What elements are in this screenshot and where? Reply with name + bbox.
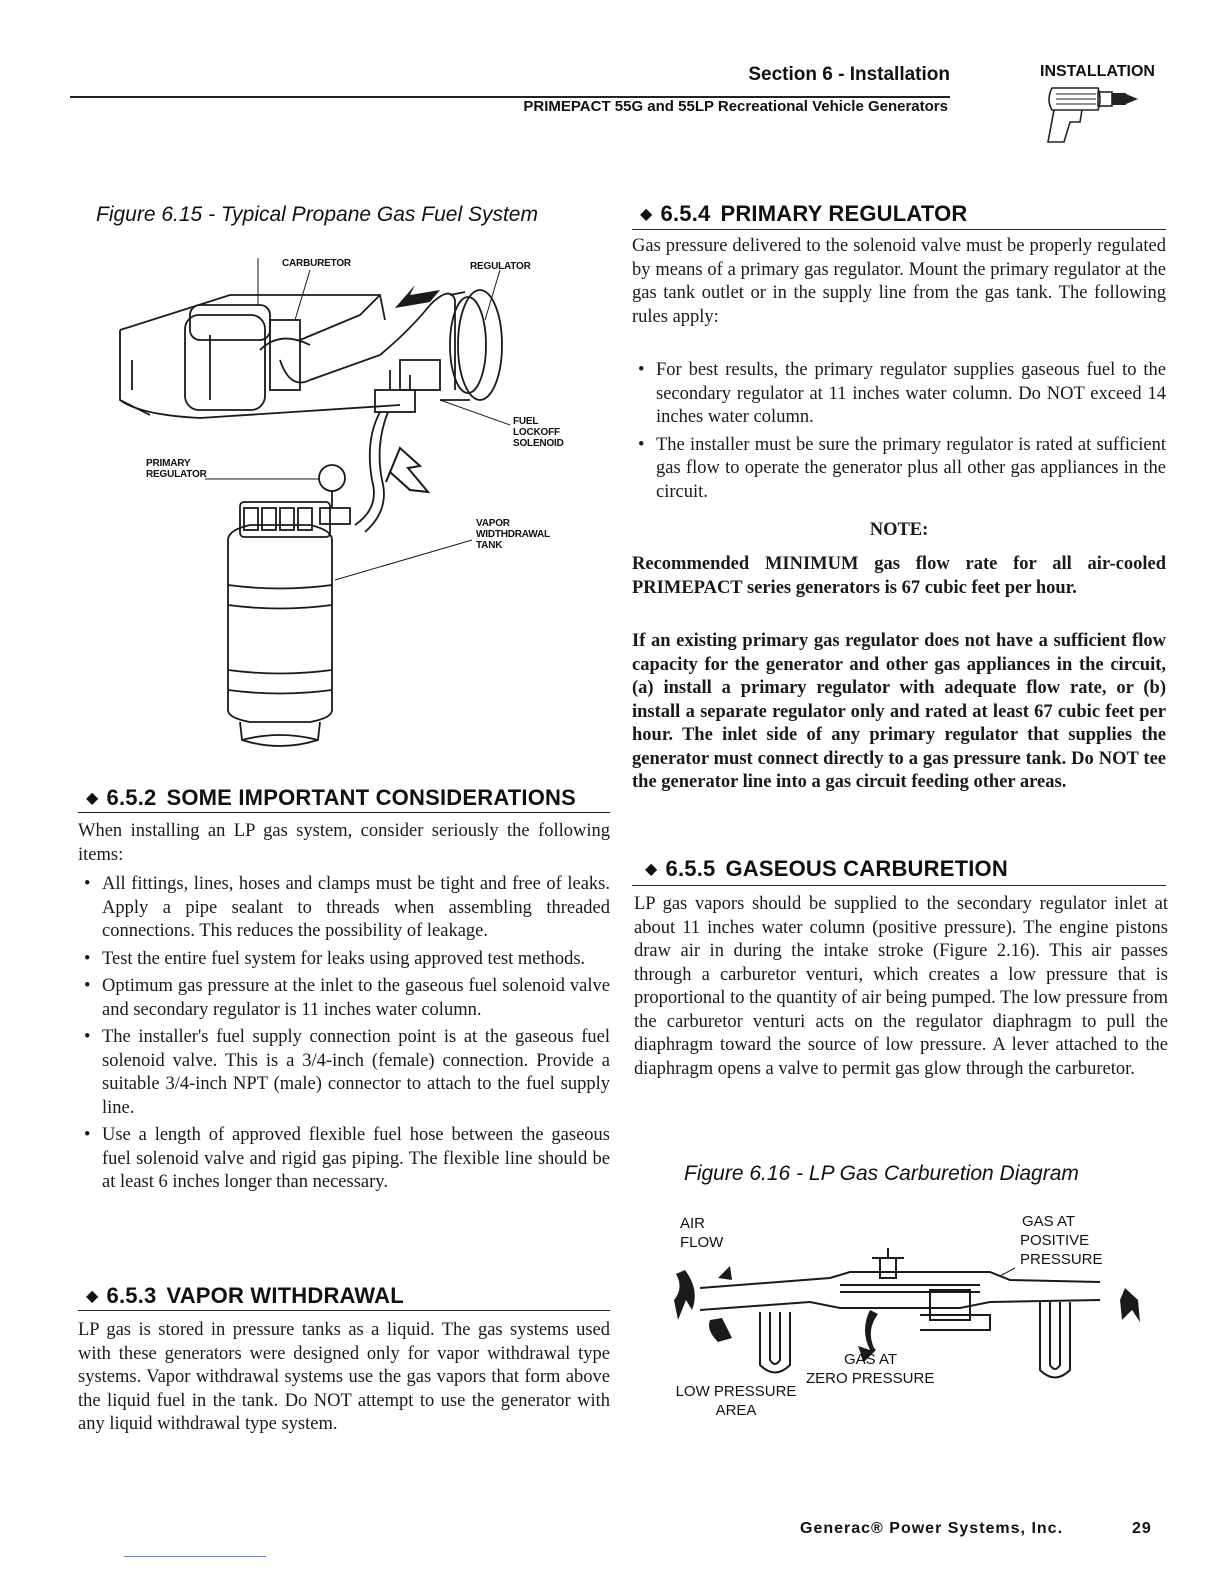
diamond-bullet-icon: ◆	[640, 206, 653, 223]
figure-6-16-caption: Figure 6.16 - LP Gas Carburetion Diagram	[684, 1162, 1079, 1185]
note-paragraph-2: If an existing primary gas regulator does not have a sufficient flow capacity for the generator and other gas appliances in the circuit, (a) install a primary regulator with adequate flow rate, or (b) install a separate regulator only and rated at least 67 cubic feet per hour. The inlet side of any primary regulator that supplies the generator must connect directly to a gas pressure tank. Do NOT tee the generator line into a gas circuit feeding other areas.	[632, 631, 1166, 792]
section-6-5-4-list	[632, 359, 1166, 508]
note-title: NOTE:	[869, 520, 929, 540]
label-gas-positive-pressure: GAS AT POSITIVE PRESSURE	[1020, 1213, 1103, 1268]
section-6-5-2-rule	[78, 812, 610, 813]
label-gas-zero-pressure: GAS AT ZERO PRESSURE	[806, 1351, 935, 1387]
list-item: • The installer's fuel supply connection point is at the gaseous fuel solenoid valve. This is a 3/4-inch (female) connection. Provide a suitable 3/4-inch NPT (male) connector to attach to the fuel supply line.	[78, 1026, 610, 1120]
label-primary-regulator: PRIMARY REGULATOR	[146, 458, 207, 480]
list-item: • Test the entire fuel system for leaks using approved test methods.	[78, 948, 610, 972]
bottom-mark	[124, 1556, 266, 1557]
diamond-bullet-icon: ◆	[86, 790, 99, 807]
footer-company: Generac® Power Systems, Inc.	[800, 1520, 1064, 1537]
section-6-5-5-body: LP gas vapors should be supplied to the secondary regulator inlet at about 11 inches water column (positive pressure). The engine pistons draw air in during the intake stroke (Figure 2.16). This air passes through a carburetor venturi, which creates a low pressure that is proportional to the quantity of air being pumped. The low pressure from the carburetor venturi acts on the regulator diaphragm to pull the diaphragm toward the source of low pressure. A lever attached to the diaphragm opens a valve to permit gas glow through the carburetor.	[634, 894, 1168, 1079]
installation-badge	[1040, 62, 1170, 152]
figure-6-15-caption: Figure 6.15 - Typical Propane Gas Fuel System	[96, 203, 538, 226]
drill-icon	[1040, 80, 1160, 150]
diamond-bullet-icon: ◆	[86, 1288, 99, 1305]
list-item: • For best results, the primary regulator supplies gaseous fuel to the secondary regulator at 11 inches water column. Do NOT exceed 14 inches water column.	[632, 359, 1166, 430]
list-item: • The installer must be sure the primary regulator is rated at sufficient gas flow to operate the generator plus all other gas appliances in the circuit.	[632, 434, 1166, 505]
list-item: • Use a length of approved flexible fuel hose between the gaseous fuel solenoid valve and rigid gas piping. The flexible line should be at least 6 inches longer than necessary.	[78, 1124, 610, 1195]
section-6-5-3-body: LP gas is stored in pressure tanks as a liquid. The gas systems used with these generators were designed only for vapor withdrawal type systems. Vapor withdrawal systems use the gas vapors that form above the liquid fuel in the tank. Do NOT attempt to use the generator with any liquid withdrawal type system.	[78, 1320, 610, 1434]
label-vapor-withdrawal-tank: VAPOR WIDTHDRAWAL TANK	[476, 518, 550, 551]
section-6-5-2-intro: When installing an LP gas system, consider seriously the following items:	[78, 821, 610, 865]
section-6-5-4-heading: ◆ 6.5.4 PRIMARY REGULATOR	[640, 201, 968, 226]
list-item: • Optimum gas pressure at the inlet to the gaseous fuel solenoid valve and secondary regulator is 11 inches water column.	[78, 975, 610, 1022]
section-6-5-4-intro: Gas pressure delivered to the solenoid valve must be properly regulated by means of a primary gas regulator. Mount the primary regulator at the gas tank outlet or in the supply line from the gas tank. The following rules apply:	[632, 236, 1166, 327]
header-section-title: Section 6 - Installation	[748, 64, 950, 85]
section-6-5-5-heading: ◆ 6.5.5 GASEOUS CARBURETION	[645, 856, 1008, 881]
page-number: 29	[1132, 1520, 1152, 1537]
label-air-flow: AIR FLOW	[680, 1215, 724, 1251]
section-6-5-2-heading: ◆ 6.5.2 SOME IMPORTANT CONSIDERATIONS	[86, 785, 576, 810]
propane-fuel-system-illustration	[110, 240, 590, 770]
diamond-bullet-icon: ◆	[645, 861, 658, 878]
list-item: • All fittings, lines, hoses and clamps must be tight and free of leaks. Apply a pipe sealant to threads when assembling threaded connections. This reduces the possibility of leakage.	[78, 873, 610, 944]
label-regulator: REGULATOR	[470, 261, 531, 272]
installation-badge-label: INSTALLATION	[1040, 63, 1155, 80]
section-6-5-5-rule	[632, 885, 1166, 886]
label-low-pressure-area: LOW PRESSURE AREA	[675, 1383, 797, 1419]
section-6-5-3-rule	[78, 1310, 610, 1311]
header-subtitle: PRIMEPACT 55G and 55LP Recreational Vehicle Generators	[523, 98, 948, 115]
section-6-5-3-heading: ◆ 6.5.3 VAPOR WITHDRAWAL	[86, 1283, 404, 1308]
figure-6-15-diagram	[110, 240, 590, 770]
label-fuel-lockoff-solenoid: FUEL LOCKOFF SOLENOID	[513, 416, 564, 449]
section-6-5-2-list	[78, 873, 610, 1199]
note-paragraph-1: Recommended MINIMUM gas flow rate for all air-cooled PRIMEPACT series generators is 67 cubic feet per hour.	[632, 554, 1166, 598]
section-6-5-4-rule	[632, 229, 1166, 230]
label-carburetor: CARBURETOR	[282, 258, 351, 269]
